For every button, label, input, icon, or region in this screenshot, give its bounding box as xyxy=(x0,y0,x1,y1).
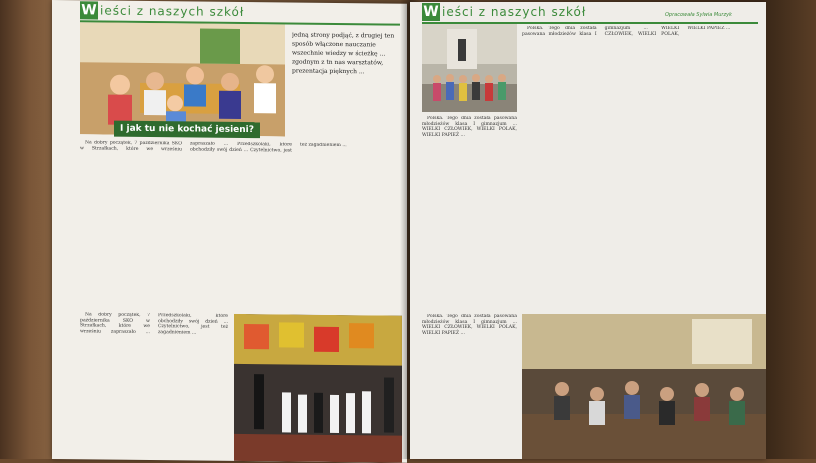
body-paragraph: Polska. Tego dnia została pasowana młodzieżów klasa I gimnazjum ... WIELKI CZŁOWIEK, WIELKI POLAK, WIELKI PAPIEŻ ... xyxy=(522,26,731,37)
right-page-header xyxy=(422,2,586,22)
article-col-1-bottom xyxy=(422,314,517,459)
body-paragraph: Polska. Tego dnia została pasowana młodzieżów klasa I gimnazjum ... WIELKI CZŁOWIEK, WIELKI POLAK, WIELKI PAPIEŻ ... xyxy=(422,116,517,139)
body-paragraph: Na dobry początek, 7 października SKO w Strzałkach, które we wrześniu zapraszało ... Przedszkolaki, które obchodziły swój dzień ... Czytelnictwo, jest też zagadnieniem ... xyxy=(80,140,347,154)
right-page xyxy=(410,2,766,459)
section-title: ieści z naszych szkół xyxy=(442,5,587,19)
article-col-2-4 xyxy=(522,26,762,312)
photo-student-group xyxy=(422,24,517,112)
section-logo-letter: W xyxy=(81,2,97,19)
article-col-1 xyxy=(422,116,517,312)
photo-classroom xyxy=(522,314,766,459)
photo-preschoolers xyxy=(80,22,285,136)
article-body-top xyxy=(80,140,402,311)
author-credit: Opracowała Sylwia Murzyk xyxy=(665,12,732,18)
article-intro: jedną strony podjąć, z drugiej ten sposób włączone nauczanie wszechnie wiedzy w ścieżkę ... zgodnym z tn nas warsztatów, prezentacja pięknych ... xyxy=(292,31,395,76)
photo-stage-performance xyxy=(234,314,402,463)
article-body-bottom xyxy=(80,312,228,461)
article-headline: I jak tu nie kochać jesieni? xyxy=(114,121,260,139)
left-page-header xyxy=(80,0,244,22)
body-paragraph: Polska. Tego dnia została pasowana młodzieżów klasa I gimnazjum ... WIELKI CZŁOWIEK, WIELKI POLAK, WIELKI PAPIEŻ ... xyxy=(422,314,517,337)
right-wood-edge xyxy=(766,0,816,459)
body-paragraph: Na dobry początek, 7 października SKO w Strzałkach, które we wrześniu zapraszało ... Przedszkolaki, które obchodziły swój dzień ... Czytelnictwo, jest też zagadnieniem ... xyxy=(80,312,228,336)
section-logo-letter: W xyxy=(423,4,439,20)
left-page xyxy=(52,0,407,463)
section-title: ieści z naszych szkół xyxy=(100,3,245,20)
